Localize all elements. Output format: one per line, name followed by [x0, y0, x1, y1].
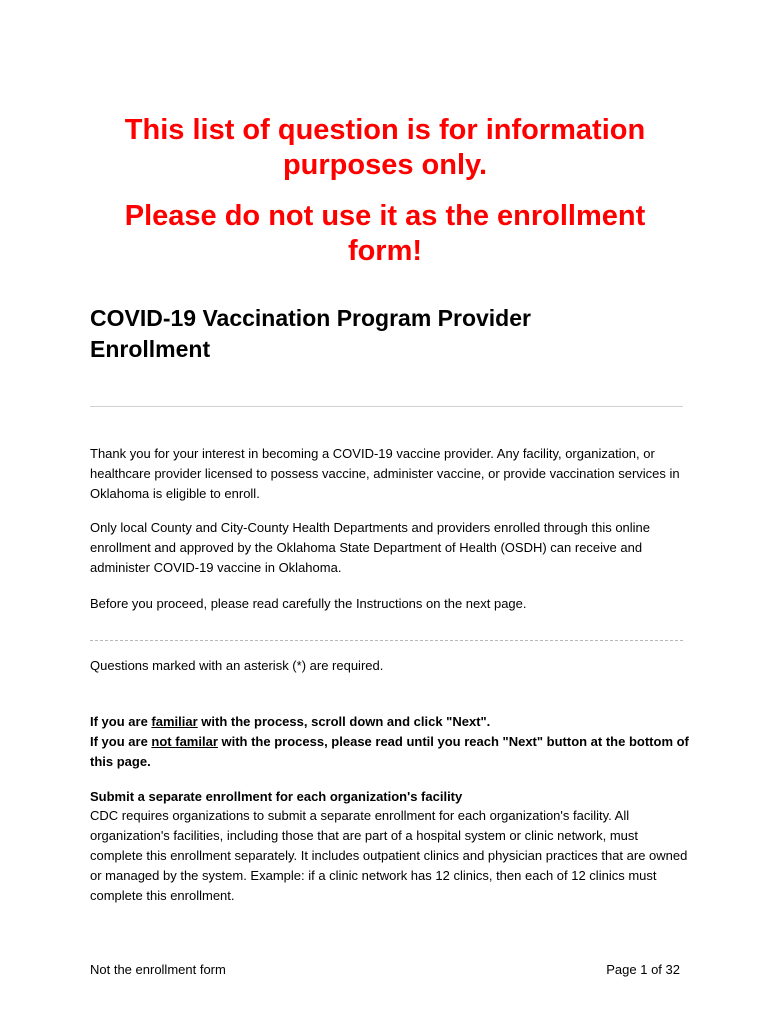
intro-paragraph: Thank you for your interest in becoming a COVID-19 vaccine provider. Any facility, organization, or healthcare provider licensed to possess vaccine, administer vaccine, or provide vaccination services in Oklahoma is eligible to enroll. [90, 446, 680, 501]
section-divider [90, 406, 683, 407]
required-fields-note: Questions marked with an asterisk (*) are required. [90, 658, 384, 673]
separate-enrollment-body: CDC requires organizations to submit a separate enrollment for each organization's facility. All organization's facilities, including those that are part of a hospital system or clinic network, must complete this enrollment separately. It includes outpatient clinics and physician practices that are owned or managed by the system. Example: if a clinic network has 12 clinics, then each of 12 clinics must complete this enrollment. [90, 808, 688, 903]
not-familiar-underlined: not familar [151, 734, 218, 749]
familiar-suffix: with the process, scroll down and click "Next". [197, 714, 491, 729]
eligibility-paragraph: Only local County and City-County Health Departments and providers enrolled through this online enrollment and approved by the Oklahoma State Department of Health (OSDH) can receive and administer COVID-19 vaccine in Oklahoma. [90, 520, 651, 575]
info-only-warning: This list of question is for information purposes only. [124, 114, 646, 181]
not-enrollment-warning: Please do not use it as the enrollment form! [124, 200, 646, 267]
familiar-prefix: If you are [90, 714, 152, 729]
familiar-underlined: familiar [151, 714, 198, 729]
not-familiar-suffix: with the process, please read until you reach "Next" button at the bottom of this page. [90, 734, 689, 769]
not-familiar-prefix: If you are [90, 734, 152, 749]
footer-note: Not the enrollment form [90, 962, 226, 977]
familiarity-instructions [90, 712, 690, 772]
page-number: Page 1 of 32 [606, 962, 680, 977]
page-title: COVID-19 Vaccination Program Provider Enrollment [90, 305, 531, 362]
separate-enrollment-heading: Submit a separate enrollment for each organization's facility [90, 789, 463, 804]
dashed-divider [90, 640, 683, 641]
instructions-note: Before you proceed, please read carefully the Instructions on the next page. [90, 596, 527, 611]
